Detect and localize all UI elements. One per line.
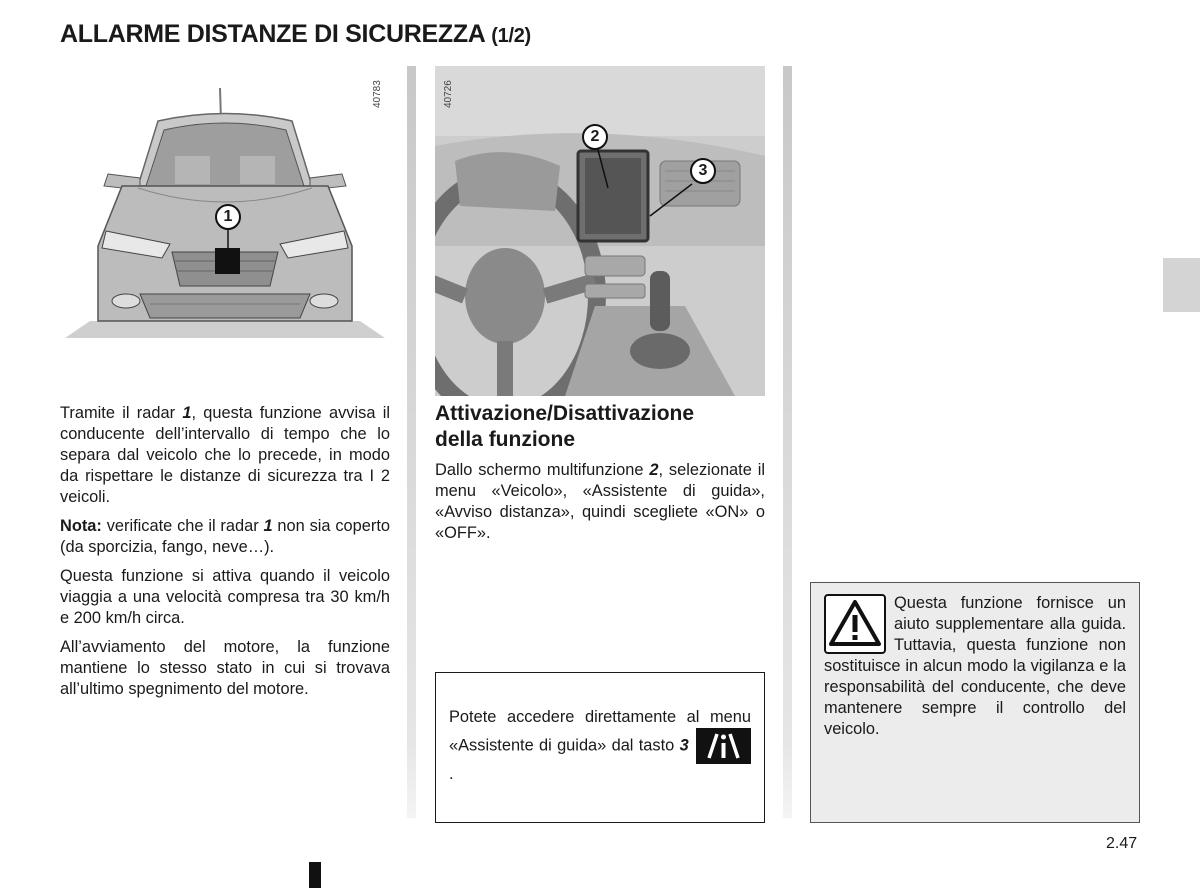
title-text: ALLARME DISTANZE DI SICUREZZA — [60, 20, 485, 48]
ref-number: 3 — [679, 736, 689, 755]
note-end: . — [449, 765, 454, 783]
paragraph: Questa funzione si attiva quando il veicolo viaggia a una velocità compresa tra 30 km/h e 200 km/h circa. — [60, 567, 390, 627]
shortcut-note-box — [435, 672, 765, 823]
paragraph — [60, 403, 390, 508]
section-heading — [435, 401, 765, 453]
ref-number: 2 — [649, 461, 659, 479]
paragraph: All’avviamento del motore, la funzione mantiene lo stesso stato in cui si trovava all’ultimo spegnimento del motore. — [60, 638, 390, 698]
note-label: Nota: — [60, 517, 102, 535]
title-suffix: (1/2) — [491, 25, 531, 47]
text: , selezionate il menu «Veicolo», «Assistente di guida», «Avviso distanza», quindi scegliete «ON» o «OFF». — [435, 461, 765, 542]
page-number: 2.47 — [1106, 835, 1138, 852]
callout-3: 3 — [690, 158, 716, 184]
callout-2: 2 — [582, 124, 608, 150]
print-crop-mark — [309, 862, 321, 888]
page-title — [60, 20, 531, 49]
note-text: Potete accedere direttamente al menu «Assistente di guida» dal tasto — [449, 708, 751, 755]
ref-number: 1 — [263, 517, 273, 535]
left-column-text — [60, 403, 390, 708]
ref-number: 1 — [182, 404, 192, 422]
middle-column-text — [435, 460, 765, 552]
dashboard-illustration — [435, 66, 765, 396]
chapter-thumb-tab — [1163, 258, 1200, 312]
figure-id: 40726 — [443, 80, 454, 108]
heading-line: Attivazione/Disattivazione — [435, 402, 695, 425]
text: , questa funzione avvisa il conducente dell’intervallo di tempo che lo separa dal veicolo che lo precede, in modo da rispettare le distanze di sicurezza tra I 2 veicoli. — [60, 404, 390, 506]
figure-id: 40783 — [372, 80, 383, 108]
text: Dallo schermo multifunzione — [435, 461, 650, 479]
text: verificate che il radar — [101, 517, 264, 535]
lane-assist-key-icon — [696, 728, 751, 764]
heading-line: della funzione — [435, 428, 576, 451]
warning-text: Questa funzione fornisce un aiuto supplementare alla guida. Tuttavia, questa funzione non sostituisce in alcun modo la vigilanza e la responsabilità del conducente, che deve mantenere sempre il controllo del veicolo. — [824, 594, 1126, 738]
column-divider-left — [407, 66, 416, 818]
paragraph-note — [60, 516, 390, 558]
callout-1: 1 — [215, 204, 241, 230]
dashboard-drawing — [435, 66, 765, 396]
text: Tramite il radar — [60, 404, 183, 422]
text: non sia coperto (da sporcizia, fango, neve…). — [60, 517, 390, 556]
column-divider-right — [783, 66, 792, 818]
car-front-illustration — [60, 66, 390, 344]
warning-box — [810, 582, 1140, 823]
warning-triangle-icon — [824, 594, 886, 654]
paragraph — [435, 460, 765, 544]
